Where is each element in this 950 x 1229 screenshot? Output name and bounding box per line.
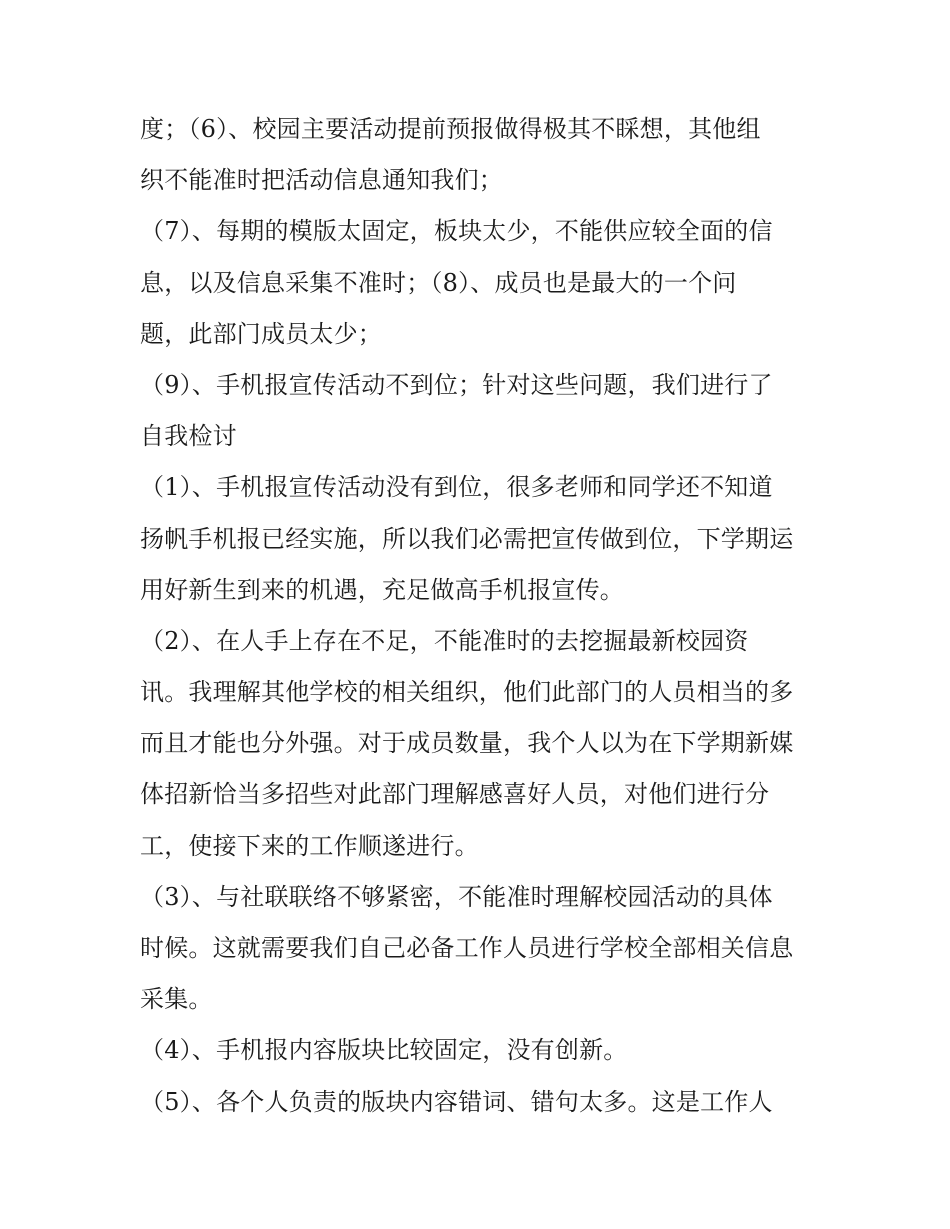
text-line: （1）、手机报宣传活动没有到位，很多老师和同学还不知道: [140, 473, 773, 502]
text-line: 扬帆手机报已经实施，所以我们必需把宣传做到位，下学期运: [140, 524, 794, 553]
text-line: 工，使接下来的工作顺遂进行。: [140, 831, 479, 860]
text-line: 采集。: [140, 985, 213, 1014]
text-line: （5）、各个人负责的版块内容错词、错句太多。这是工作人: [140, 1087, 773, 1116]
document-body-text: [140, 104, 830, 1128]
text-line: 用好新生到来的机遇，充足做高手机报宣传。: [140, 575, 624, 604]
text-line: （9）、手机报宣传活动不到位；针对这些问题，我们进行了: [140, 370, 773, 399]
text-line: 时候。这就需要我们自己必备工作人员进行学校全部相关信息: [140, 934, 794, 962]
text-line: （2）、在人手上存在不足，不能准时的去挖掘最新校园资: [140, 626, 749, 655]
text-line: （7）、每期的模版太固定，板块太少，不能供应较全面的信: [140, 217, 773, 246]
text-line: 息，以及信息采集不准时；（8）、成员也是最大的一个问: [140, 268, 737, 297]
text-line: （4）、手机报内容版块比较固定，没有创新。: [140, 1036, 628, 1065]
text-line: （3）、与社联联络不够紧密，不能准时理解校园活动的具体: [140, 882, 773, 911]
text-line: 度；（6）、校园主要活动提前预报做得极其不睬想，其他组: [140, 115, 761, 143]
text-line: 自我检讨: [140, 422, 237, 451]
text-line: 织不能准时把活动信息通知我们；: [140, 166, 503, 195]
text-line: 体招新恰当多招些对此部门理解感喜好人员，对他们进行分: [140, 780, 770, 809]
text-line: 题，此部门成员太少；: [140, 319, 382, 348]
text-line: 而且才能也分外强。对于成员数量，我个人以为在下学期新媒: [140, 729, 794, 758]
text-line: 讯。我理解其他学校的相关组织，他们此部门的人员相当的多: [140, 678, 794, 707]
